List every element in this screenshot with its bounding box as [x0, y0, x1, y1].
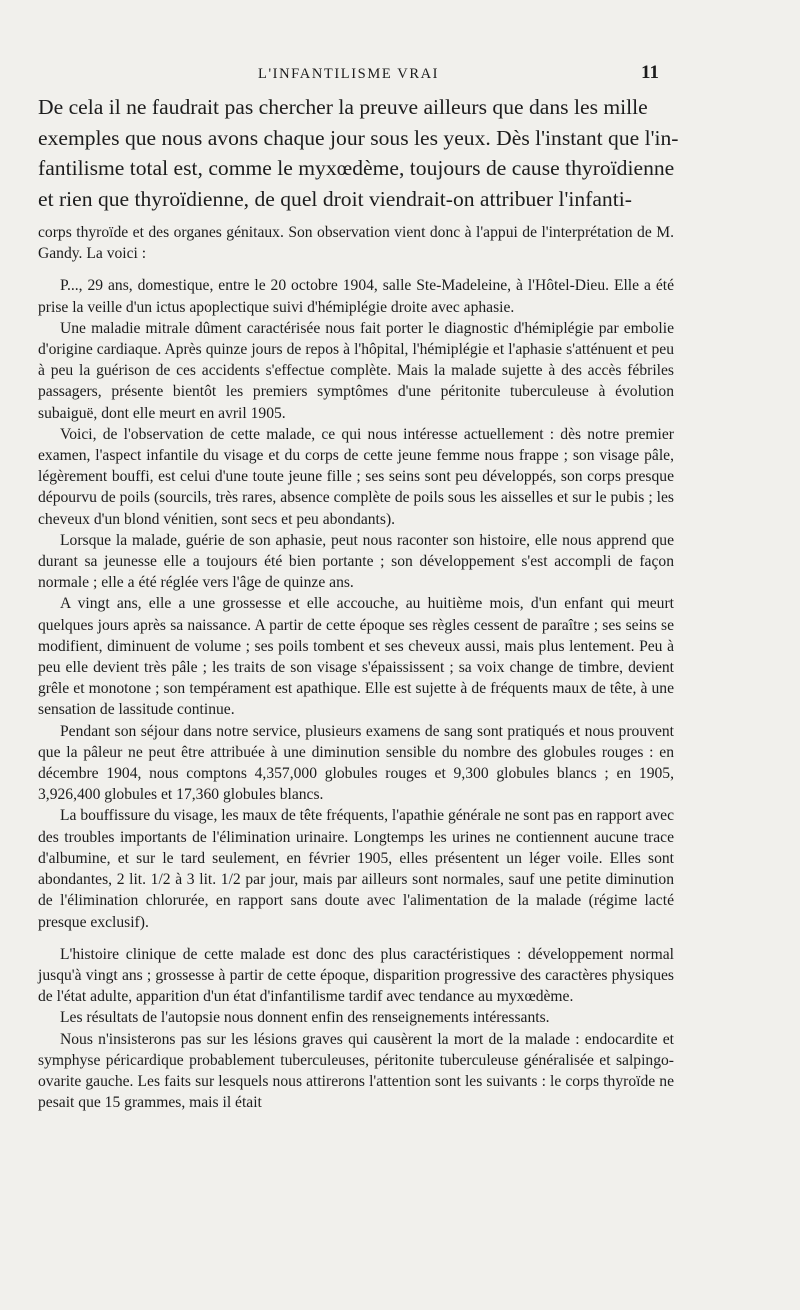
carryover-line: fantilisme total est, comme le myxœdème, toujours de cause thyroïdienne [38, 156, 675, 180]
running-header [0, 62, 800, 92]
conclusion-paragraph: Les résultats de l'autopsie nous donnent enfin des renseignements intéressants. [60, 1009, 550, 1027]
observation-paragraph: Une maladie mitrale dûment caractérisée nous fait porter le diagnostic d'hémiplégie par embolie d'origine cardiaque. Après quinze jours de repos à l'hôpital, l'hémiplégie et l'aphasie s'atténuent et peu à peu la guérison de ces accidents s'effectue complète. Mais la malade sujette à des accès fébriles passagers, présente bientôt les premiers symptômes d'une péritonite tuberculeuse à évolution subaiguë, dont elle meurt en avril 1905. [38, 319, 674, 422]
carryover-line: De cela il ne faudrait pas chercher la preuve ailleurs que dans les mille [38, 95, 648, 119]
observation-paragraph: Voici, de l'observation de cette malade, ce qui nous intéresse actuellement : dès notre premier examen, l'aspect infantile du visage et du corps de cette jeune femme nous frappe ; son visage pâle, légèrement bouffi, est celui d'une toute jeune fille ; ses seins sont peu développés, son corps presque dépourvu de poils (sourcils, très rares, absence complète de poils sous les aisselles et sur le pubis ; les cheveux d'un blond vénitien, sont secs et peu abondants). [38, 425, 674, 528]
page-number: 11 [641, 62, 659, 83]
observation-paragraph: Lorsque la malade, guérie de son aphasie, peut nous raconter son histoire, elle nous apprend que durant sa jeunesse elle a toujours été bien portante ; son développement s'est accompli de façon normale ; elle a été réglée vers l'âge de quinze ans. [38, 531, 674, 592]
carryover-line: et rien que thyroïdienne, de quel droit viendrait-on attribuer l'infanti- [38, 186, 632, 211]
carryover-paragraph [38, 92, 679, 214]
observation-paragraph: A vingt ans, elle a une grossesse et elle accouche, au huitième mois, d'un enfant qui meurt quelques jours après sa naissance. A partir de cette époque ses règles cessent de paraître ; ses seins se modifient, diminuent de volume ; ses poils tombent et ses cheveux aussi, mais plus lentement. Peu à peu elle devient très pâle ; les traits de son visage s'épaississent ; sa voix change de timbre, devient grêle et monotone ; son tempérament est apathique. Elle est sujette à de fréquents maux de tête, à une sensation de lassitude continue. [38, 595, 674, 719]
running-title: L'INFANTILISME VRAI [258, 66, 440, 82]
clinical-observation [38, 275, 674, 932]
observation-paragraph: Pendant son séjour dans notre service, plusieurs examens de sang sont pratiqués et nous prouvent que la pâleur ne peut être attribuée à une diminution sensible du nombre des globules rouges : en décembre 1904, nous comptons 4,357,000 globules rouges et 9,300 globules blancs ; en 1905, 3,926,400 globules et 17,360 globules blancs. [38, 722, 674, 804]
observation-paragraph: P..., 29 ans, domestique, entre le 20 octobre 1904, salle Ste-Madeleine, à l'Hôtel-Dieu. Elle a été prise la veille d'un ictus apoplectique suivi d'hémiplégie droite avec aphasie. [38, 277, 674, 316]
main-text [38, 222, 674, 1113]
conclusion-paragraph: L'histoire clinique de cette malade est donc des plus caractéristiques : développement normal jusqu'à vingt ans ; grossesse à partir de cette époque, disparition progressive des caractères physiques de l'état adulte, apparition d'un état d'infantilisme tardif avec tendance au myxœdème. [38, 945, 674, 1006]
conclusion-paragraph: Nous n'insisterons pas sur les lésions graves qui causèrent la mort de la malade : endocardite et symphyse péricardique probablement tuberculeuses, péritonite tuberculeuse généralisée et salpingo-ovarite gauche. Les faits sur lesquels nous attirerons l'attention sont les suivants : le corps thyroïde ne pesait que 15 grammes, mais il était [38, 1030, 674, 1112]
intro-paragraph: corps thyroïde et des organes génitaux. Son observation vient donc à l'appui de l'interprétation de M. Gandy. La voici : [38, 224, 674, 263]
observation-paragraph: La bouffissure du visage, les maux de tête fréquents, l'apathie générale ne sont pas en rapport avec des troubles importants de l'élimination urinaire. Longtemps les urines ne contiennent aucune trace d'albumine, et sur le tard seulement, en février 1905, elles présentent un léger voile. Elles sont abondantes, 2 lit. 1/2 à 3 lit. 1/2 par jour, mais par ailleurs sont normales, sauf une petite diminution de l'élimination chlorurée, en rapport sans doute avec l'alimentation de la malade (régime lacté presque exclusif). [38, 807, 674, 931]
carryover-line: exemples que nous avons chaque jour sous les yeux. Dès l'instant que l'in- [38, 125, 679, 150]
